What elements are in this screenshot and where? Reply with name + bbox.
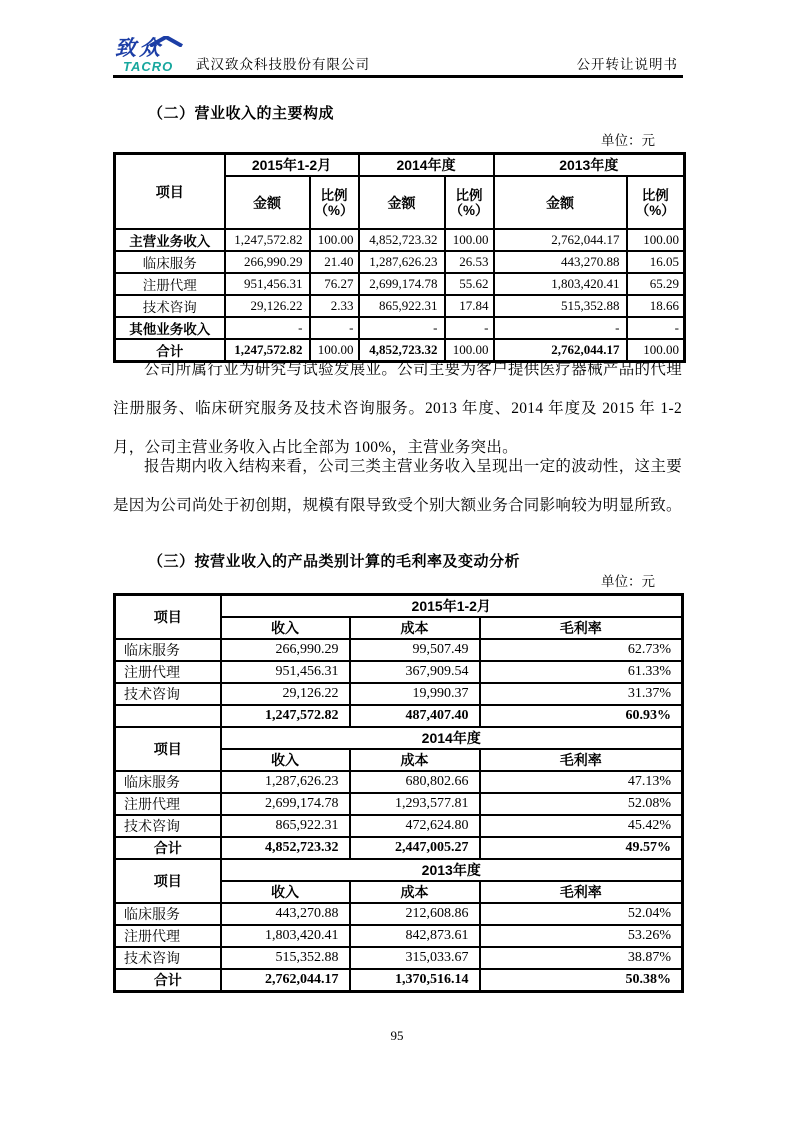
col-header-amount: 金额	[359, 176, 445, 229]
table-row	[115, 229, 685, 251]
cell-cost: 2,447,005.27	[350, 837, 480, 859]
cell-income: 2,699,174.78	[221, 793, 350, 815]
cell-amount: 1,803,420.41	[494, 273, 627, 295]
row-label: 合计	[115, 339, 225, 362]
cell-income: 515,352.88	[221, 947, 350, 969]
row-label: 技术咨询	[115, 815, 221, 837]
cell-ratio: 18.66	[627, 295, 685, 317]
cell-amount: 4,852,723.32	[359, 229, 445, 251]
header-doc-title: 公开转让说明书	[576, 57, 678, 72]
cell-ratio: 100.00	[310, 339, 359, 362]
unit-label-1: 单位：元	[601, 133, 655, 148]
cell-ratio: 17.84	[445, 295, 494, 317]
col-header-ratio: 比例（%）	[310, 176, 359, 229]
col-header-item: 项目	[115, 154, 225, 230]
company-logo	[115, 36, 191, 76]
col-header-item: 项目	[115, 859, 221, 903]
body-paragraph: 公司所属行业为研究与试验发展业。公司主要为客户提供医疗器械产品的代理注册服务、临床研究服务及技术咨询服务。2013 年度、2014 年度及 2015 年 1-2 月，公司主营业务收入占比全部为 100%，主营业务突出。	[113, 361, 682, 456]
col-header-ratio: 比例（%）	[627, 176, 685, 229]
cell-income: 1,287,626.23	[221, 771, 350, 793]
body-paragraph: 报告期内收入结构来看，公司三类主营业务收入呈现出一定的波动性，这主要是因为公司尚处于初创期，规模有限导致受个别大额业务合同影响较为明显所致。	[113, 458, 682, 514]
cell-income: 4,852,723.32	[221, 837, 350, 859]
cell-margin: 61.33%	[480, 661, 683, 683]
col-header-cost: 成本	[350, 617, 480, 639]
col-header-amount: 金额	[494, 176, 627, 229]
cell-ratio: 100.00	[627, 339, 685, 362]
cell-margin: 50.38%	[480, 969, 683, 992]
row-label: 注册代理	[115, 661, 221, 683]
table-row	[115, 925, 683, 947]
cell-ratio: -	[627, 317, 685, 339]
row-label: 注册代理	[115, 925, 221, 947]
cell-cost: 315,033.67	[350, 947, 480, 969]
cell-amount: 4,852,723.32	[359, 339, 445, 362]
table-row-total	[115, 705, 683, 727]
row-label: 注册代理	[115, 793, 221, 815]
cell-ratio: 21.40	[310, 251, 359, 273]
col-header-amount: 金额	[225, 176, 310, 229]
col-header-margin: 毛利率	[480, 749, 683, 771]
header-company-name: 武汉致众科技股份有限公司	[196, 57, 370, 72]
cell-income: 951,456.31	[221, 661, 350, 683]
col-header-margin: 毛利率	[480, 617, 683, 639]
cell-margin: 60.93%	[480, 705, 683, 727]
cell-ratio: 76.27	[310, 273, 359, 295]
table-row	[115, 727, 683, 749]
cell-cost: 680,802.66	[350, 771, 480, 793]
table-row	[115, 683, 683, 705]
cell-income: 1,247,572.82	[221, 705, 350, 727]
gross-margin-table	[113, 593, 684, 993]
cell-amount: 29,126.22	[225, 295, 310, 317]
logo-en-text: TACRO	[123, 59, 174, 74]
cell-income: 1,803,420.41	[221, 925, 350, 947]
row-label: 临床服务	[115, 771, 221, 793]
cell-amount: 1,287,626.23	[359, 251, 445, 273]
cell-margin: 38.87%	[480, 947, 683, 969]
cell-margin: 53.26%	[480, 925, 683, 947]
page-number: 95	[390, 1028, 404, 1043]
row-label: 临床服务	[115, 903, 221, 925]
col-header-item: 项目	[115, 595, 221, 640]
cell-cost: 472,624.80	[350, 815, 480, 837]
row-label: 合计	[115, 969, 221, 992]
cell-ratio: 100.00	[445, 229, 494, 251]
row-label: 临床服务	[115, 639, 221, 661]
col-header-income: 收入	[221, 749, 350, 771]
cell-ratio: 65.29	[627, 273, 685, 295]
table-row	[115, 251, 685, 273]
row-label: 其他业务收入	[115, 317, 225, 339]
cell-cost: 99,507.49	[350, 639, 480, 661]
col-header-income: 收入	[221, 881, 350, 903]
table-row	[115, 639, 683, 661]
col-header-period-2015: 2015年1-2月	[225, 154, 359, 177]
table-row	[115, 317, 685, 339]
cell-cost: 842,873.61	[350, 925, 480, 947]
table-row	[115, 295, 685, 317]
row-label: 合计	[115, 837, 221, 859]
col-header-item: 项目	[115, 727, 221, 771]
period-header-2015: 2015年1-2月	[221, 595, 683, 618]
col-header-ratio: 比例（%）	[445, 176, 494, 229]
row-label: 注册代理	[115, 273, 225, 295]
table-row	[115, 859, 683, 881]
table-row	[115, 273, 685, 295]
cell-cost: 19,990.37	[350, 683, 480, 705]
cell-cost: 1,370,516.14	[350, 969, 480, 992]
cell-margin: 62.73%	[480, 639, 683, 661]
cell-ratio: 100.00	[310, 229, 359, 251]
row-label: 技术咨询	[115, 683, 221, 705]
table-row	[115, 771, 683, 793]
cell-amount: 266,990.29	[225, 251, 310, 273]
header-rule	[113, 75, 683, 78]
table-row	[115, 947, 683, 969]
period-header-2013: 2013年度	[221, 859, 683, 881]
revenue-composition-table	[113, 152, 686, 363]
row-label: 技术咨询	[115, 295, 225, 317]
table-row-total	[115, 837, 683, 859]
table-row	[115, 793, 683, 815]
col-header-cost: 成本	[350, 881, 480, 903]
cell-margin: 47.13%	[480, 771, 683, 793]
cell-amount: 1,247,572.82	[225, 339, 310, 362]
col-header-cost: 成本	[350, 749, 480, 771]
logo-cn-text: 致众	[115, 37, 163, 60]
cell-income: 443,270.88	[221, 903, 350, 925]
cell-ratio: -	[445, 317, 494, 339]
cell-income: 29,126.22	[221, 683, 350, 705]
table-row	[115, 903, 683, 925]
cell-cost: 367,909.54	[350, 661, 480, 683]
cell-cost: 487,407.40	[350, 705, 480, 727]
row-label: 主营业务收入	[115, 229, 225, 251]
col-header-margin: 毛利率	[480, 881, 683, 903]
cell-ratio: 100.00	[627, 229, 685, 251]
row-label: 技术咨询	[115, 947, 221, 969]
cell-amount: 443,270.88	[494, 251, 627, 273]
cell-margin: 52.04%	[480, 903, 683, 925]
cell-ratio: 2.33	[310, 295, 359, 317]
cell-income: 865,922.31	[221, 815, 350, 837]
table-row	[115, 815, 683, 837]
row-label: 临床服务	[115, 251, 225, 273]
cell-amount: -	[225, 317, 310, 339]
cell-amount: 865,922.31	[359, 295, 445, 317]
col-header-period-2014: 2014年度	[359, 154, 494, 177]
cell-cost: 1,293,577.81	[350, 793, 480, 815]
cell-margin: 31.37%	[480, 683, 683, 705]
unit-label-2: 单位：元	[601, 574, 655, 589]
cell-amount: -	[359, 317, 445, 339]
cell-ratio: 16.05	[627, 251, 685, 273]
cell-ratio: 26.53	[445, 251, 494, 273]
cell-amount: 951,456.31	[225, 273, 310, 295]
cell-cost: 212,608.86	[350, 903, 480, 925]
table-row-total	[115, 969, 683, 992]
row-label	[115, 705, 221, 727]
cell-income: 266,990.29	[221, 639, 350, 661]
period-header-2014: 2014年度	[221, 727, 683, 749]
cell-ratio: -	[310, 317, 359, 339]
cell-amount: 1,247,572.82	[225, 229, 310, 251]
cell-amount: -	[494, 317, 627, 339]
col-header-income: 收入	[221, 617, 350, 639]
cell-margin: 52.08%	[480, 793, 683, 815]
section3-title: （三）按营业收入的产品类别计算的毛利率及变动分析	[148, 553, 521, 570]
cell-margin: 49.57%	[480, 837, 683, 859]
cell-margin: 45.42%	[480, 815, 683, 837]
cell-ratio: 55.62	[445, 273, 494, 295]
cell-amount: 515,352.88	[494, 295, 627, 317]
table-row	[115, 661, 683, 683]
cell-amount: 2,762,044.17	[494, 229, 627, 251]
section2-title: （二）营业收入的主要构成	[148, 105, 335, 122]
table-row	[115, 154, 685, 177]
cell-ratio: 100.00	[445, 339, 494, 362]
cell-income: 2,762,044.17	[221, 969, 350, 992]
table-row	[115, 595, 683, 618]
cell-amount: 2,762,044.17	[494, 339, 627, 362]
cell-amount: 2,699,174.78	[359, 273, 445, 295]
col-header-period-2013: 2013年度	[494, 154, 685, 177]
